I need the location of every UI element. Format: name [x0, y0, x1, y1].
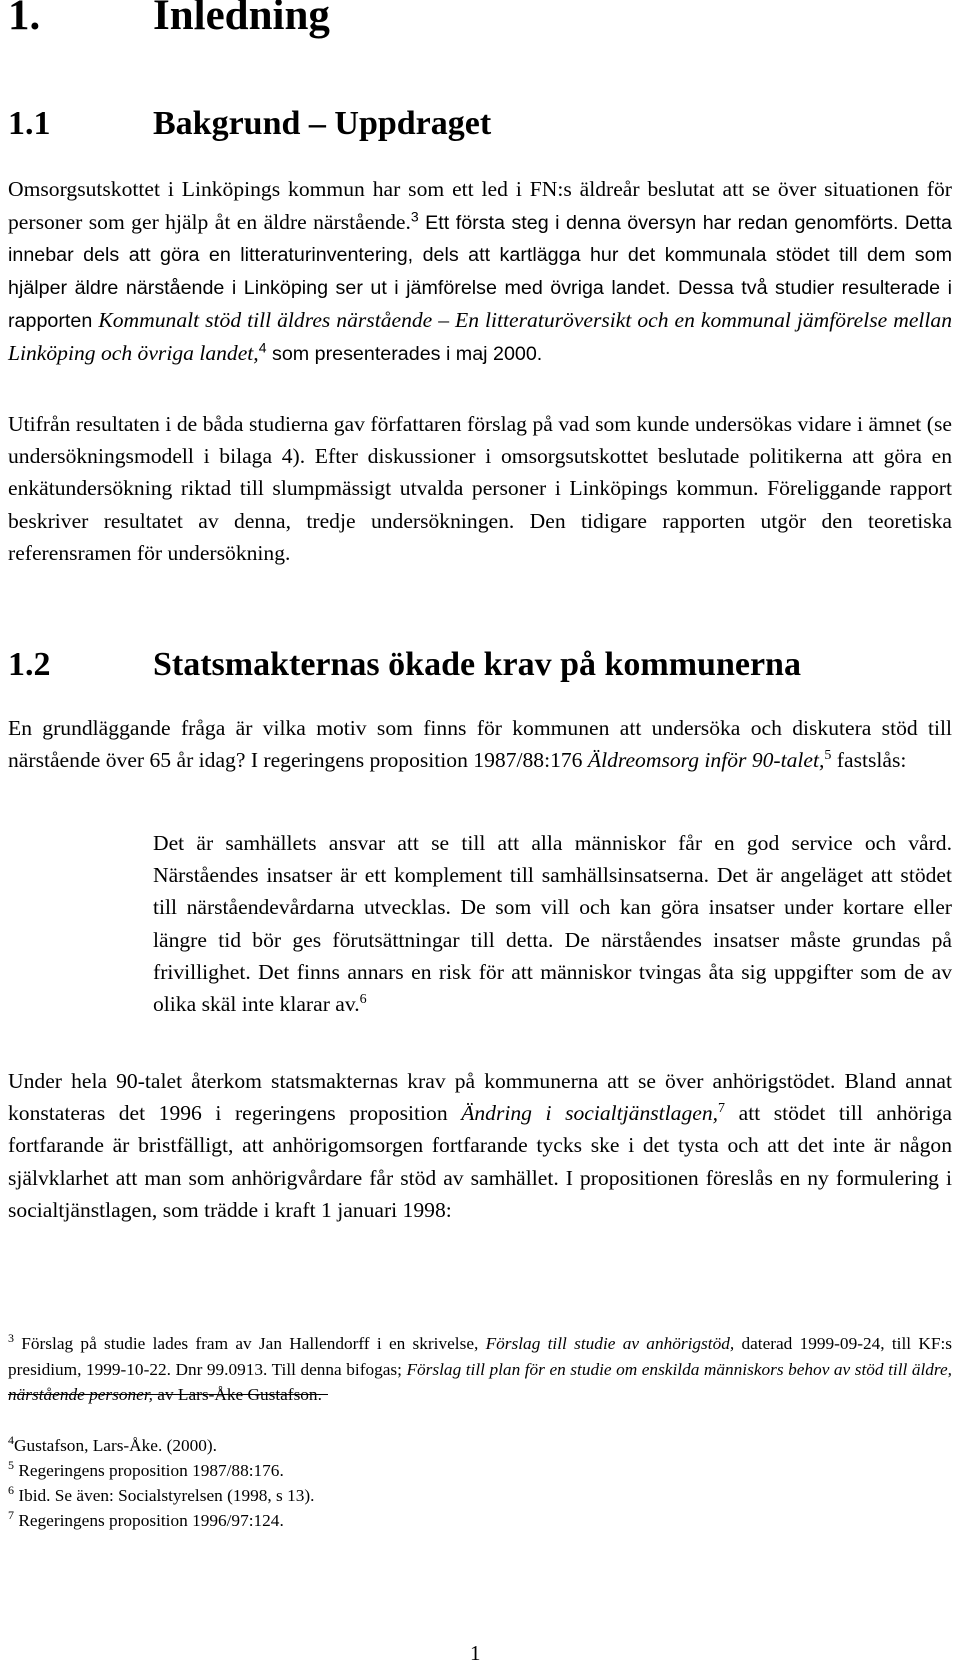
section-heading-1-1	[8, 104, 491, 144]
document-page	[8, 0, 952, 1666]
footnote-ref-5[interactable]: 5	[824, 748, 832, 764]
chapter-title: Inledning	[153, 0, 330, 39]
section-number: 1.1	[8, 105, 51, 142]
proposition-title: Ändring i socialtjänstlagen,	[461, 1101, 719, 1126]
report-title: Kommunalt stöd till äldres närstående – En litteraturöversikt och en kommunal jämförelse mellan Linköping och övriga landet,	[8, 307, 953, 366]
proposition-title: Äldreomsorg inför 90-talet,	[587, 748, 825, 773]
paragraph-background: Omsorgsutskottet i Linköpings kommun har som ett led i FN:s äldreår beslutat att se över situationen för personer som ger hjälp åt en äldre närstående.$^3$ Ett första steg i denna översyn har redan genomförts. Detta innebar dels att göra en litteraturinventering, dels att kartlägga hur det kommunala stödet till dem som hjälper äldre närstående i Linköping ser ut i jämförelse med övriga landet. Dessa två studier resulterade i rapporten Kommunalt stöd till äldres närstående – En litteraturöversikt och en kommunal jämförelse mellan Linköping och övriga landet,$^4$ som presenterades i maj 2000.	[8, 177, 953, 366]
paragraph-nineties: Under hela 90-talet återkom statsmakternas krav på kommunerna att se över anhörigstödet. Bland annat konstateras det 1996 i regeringens proposition Ändring i socialtjänstlagen,$^7$ att stödet till anhöriga fortfarande är bristfälligt, att anhörigomsorgen fortfarande tycks ske i det tysta och att det inte är någon självklarhet att man som anhörigvårdare får stöd av samhället. I propositionen föreslås en ny formulering i socialtjänstlagen, som trädde i kraft 1 januari 1998:	[8, 1069, 952, 1222]
paragraph-results: Utifrån resultaten i de båda studierna gav författaren förslag på vad som kunde undersökas vidare i ämnet (se undersökningsmodell i bilaga 4). Efter diskussioner i omsorgsutskottet beslutade politikerna att göra en enkätundersökning riktad till slumpmässigt utvalda personer i Linköpings kommun. Föreliggande rapport beskriver resultatet av denna, tredje undersökningen. Den tidigare rapporten utgör den teoretiska referensramen för undersökning.	[8, 412, 952, 565]
section-heading-1-2	[8, 645, 801, 685]
footnote-6: $^6$ Ibid. Se även: Socialstyrelsen (1998, s 13).	[8, 1483, 315, 1505]
chapter-heading	[8, 0, 330, 44]
footnote-ref-6[interactable]: 6	[359, 991, 367, 1007]
footnote-ref-7[interactable]: 7	[718, 1101, 726, 1117]
section-number: 1.2	[8, 646, 51, 683]
block-quote: Det är samhällets ansvar att se till att alla människor får en god service och vård. Närståendes insatser är ett komplement till samhällsinsatserna. Det är angeläget att stödet till närståendevårdarna utvecklas. De som vill och kan göra insatser under kortare eller längre tid bör ges förutsättningar till detta. De närståendes insatser måste grundas på frivillighet. Det finns annars en risk för att människor tvingas åta sig uppgifter som de av olika skäl inte klarar av.$^6$	[153, 831, 952, 1017]
page-number: 1	[470, 1641, 481, 1665]
section-title: Statsmakternas ökade krav på kommunerna	[153, 646, 801, 683]
paragraph-question: En grundläggande fråga är vilka motiv som finns för kommunen att undersöka och diskutera stöd till närstående över 65 år idag? I regeringens proposition 1987/88:176 Äldreomsorg inför 90-talet,$^5$ fastslås:	[8, 716, 952, 773]
section-title: Bakgrund – Uppdraget	[153, 105, 492, 142]
footnote-5: $^5$ Regeringens proposition 1987/88:176.	[8, 1458, 284, 1480]
chapter-number: 1.	[8, 0, 41, 39]
footnote-4: $^4$Gustafson, Lars-Åke. (2000).	[8, 1433, 218, 1455]
footnote-ref-3[interactable]: 3	[410, 208, 419, 225]
footnote-3: $^3$ Förslag på studie lades fram av Jan Hallendorff i en skrivelse, Förslag till studie av anhörigstöd, daterad 1999-09-24, till KF:s presidium, 1999-10-22. Dnr 99.0913. Till denna bifogas; Förslag till plan för en studie om enskilda människors behov av stöd till äldre, närstående personer, av Lars-Åke Gustafson.	[8, 1331, 952, 1404]
footnote-ref-4[interactable]: 4	[258, 339, 267, 356]
footnote-7: $^7$ Regeringens proposition 1996/97:124.	[8, 1508, 284, 1530]
